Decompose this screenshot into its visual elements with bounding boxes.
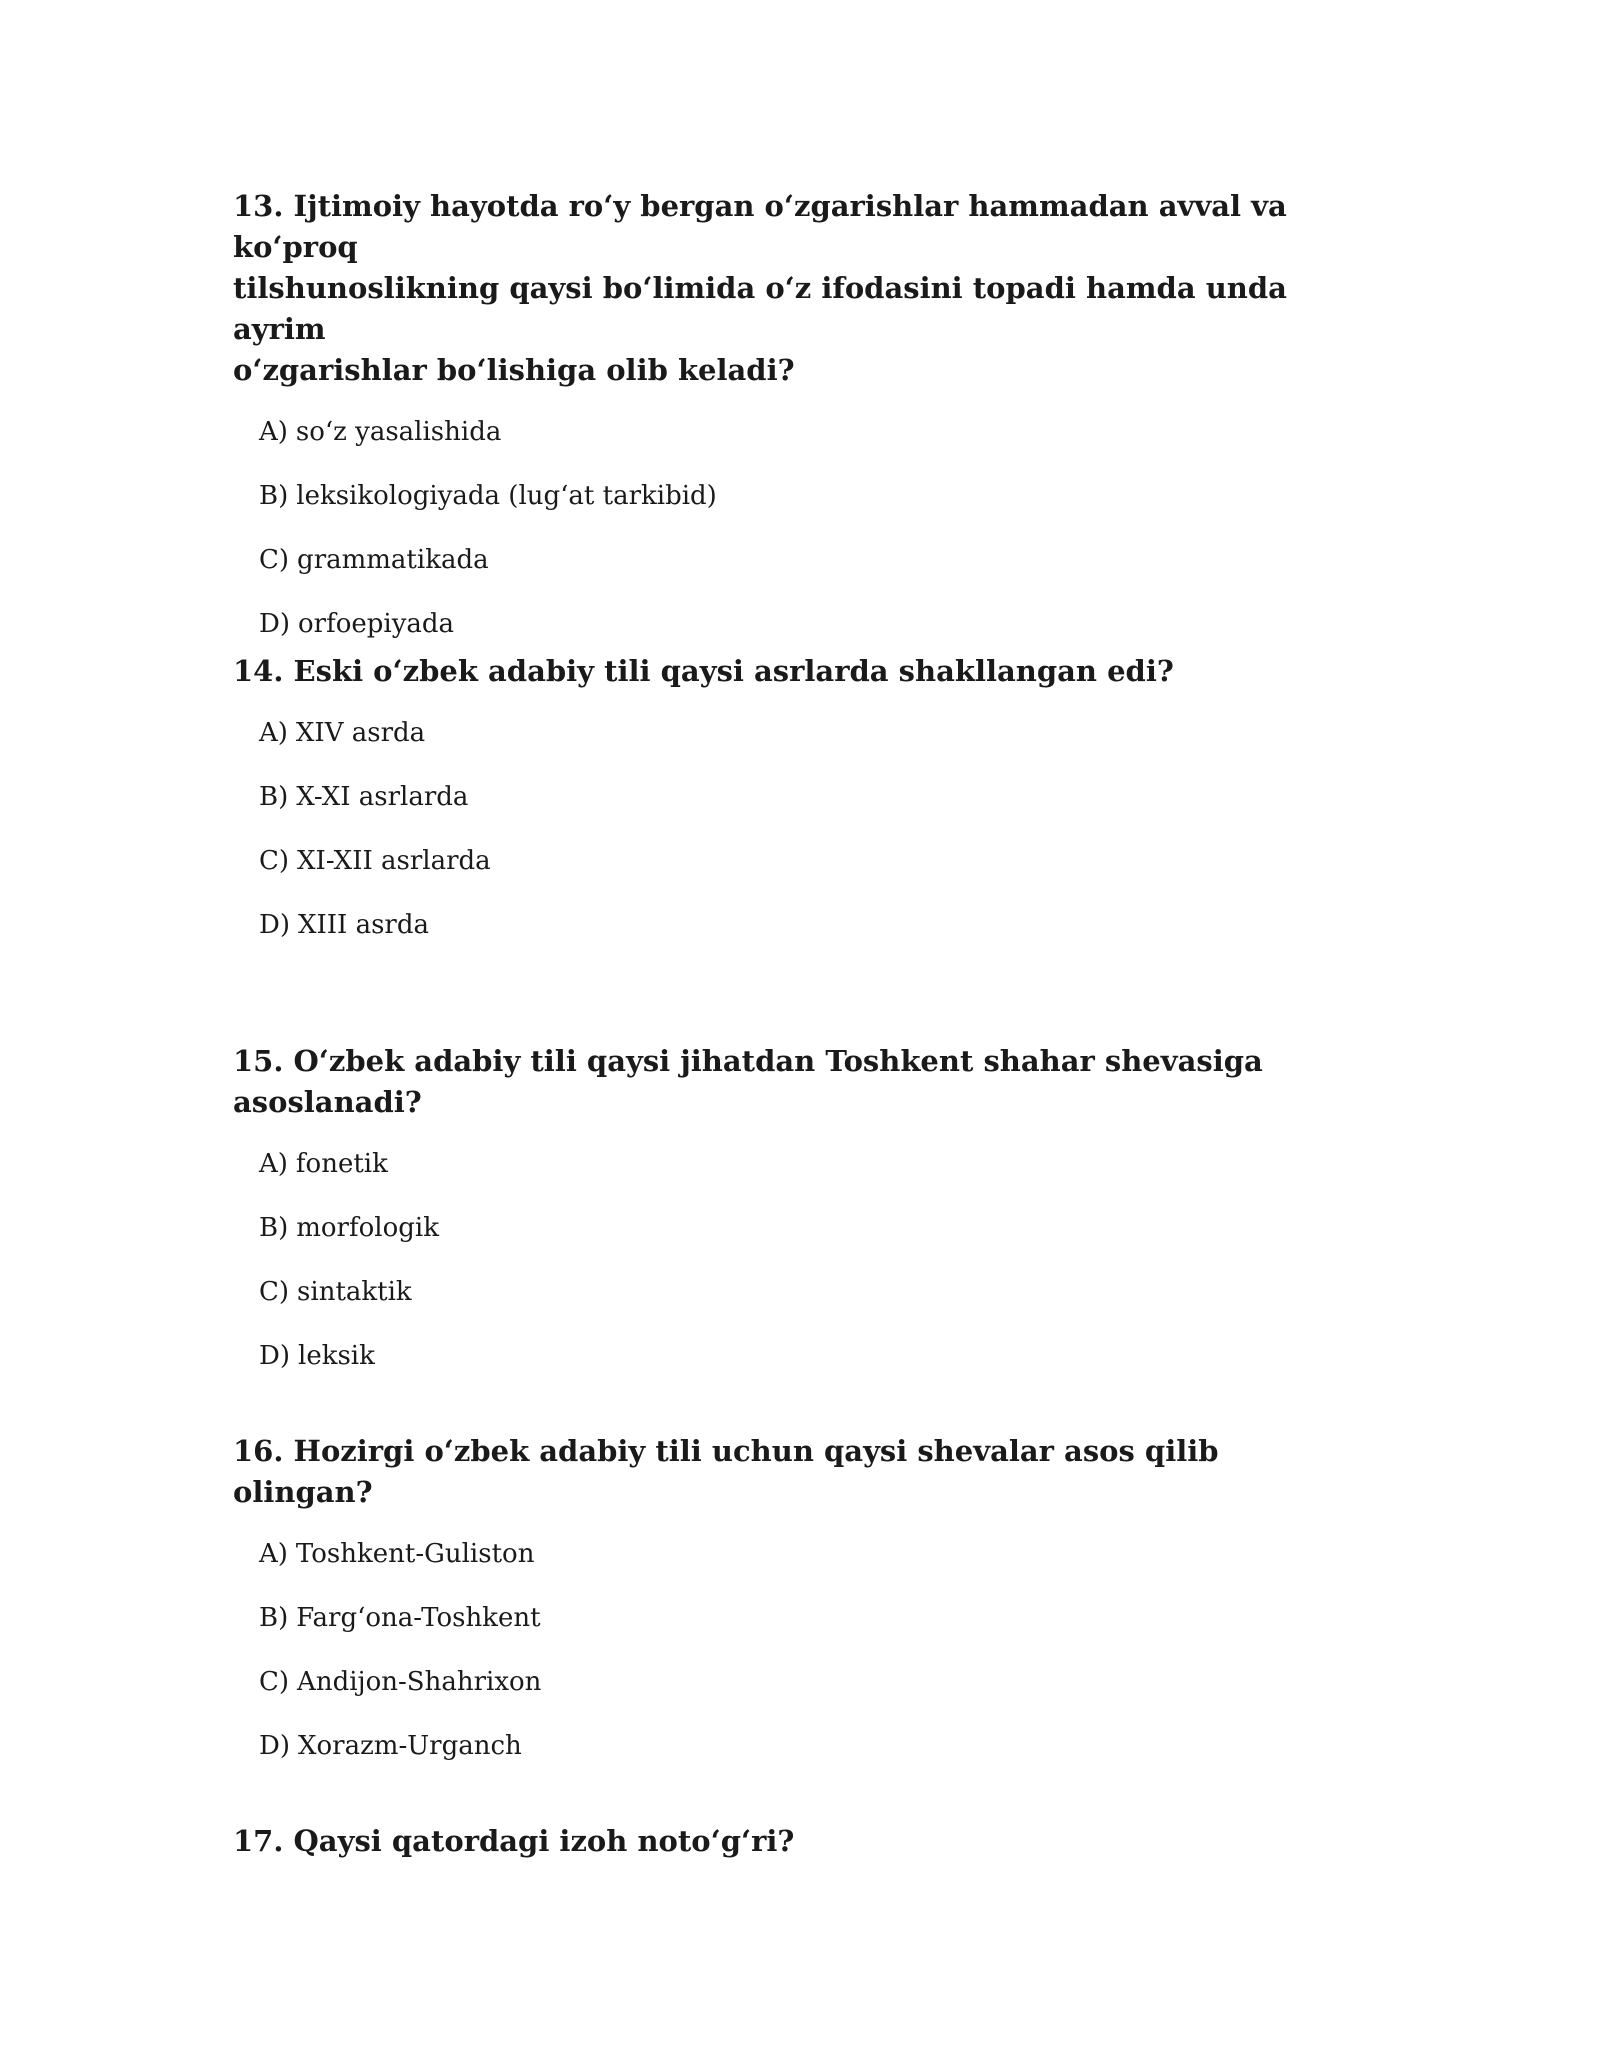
answer-options [233,716,1353,972]
option-letter: A) [259,718,288,748]
option-b [259,479,1353,543]
option-letter: B) [259,782,289,812]
option-letter: D) [259,910,290,940]
option-text: fonetik [295,1149,388,1179]
question-17-text [233,1821,1353,1862]
option-text: so‘z yasalishida [295,417,502,447]
option-text: XIV asrda [295,718,426,748]
option-a [259,1147,1353,1211]
question-15 [233,1041,1353,1403]
option-text: grammatikada [297,545,489,575]
question-15-text [233,1041,1353,1123]
option-text: leksikologiyada (lug‘at tarkibid) [296,481,717,511]
question-line: 16. Hozirgi o‘zbek adabiy tili uchun qaysi shevalar asos qilib olingan? [233,1434,1219,1509]
question-17 [233,1821,1353,1862]
question-line: 13. Ijtimoiy hayotda ro‘y bergan o‘zgarishlar hammadan avval va ko‘proq [233,189,1287,264]
option-text: leksik [298,1341,375,1371]
question-16 [233,1431,1353,1793]
option-letter: A) [259,1539,288,1569]
question-line: 14. Eski o‘zbek adabiy tili qaysi asrlarda shakllangan edi? [233,654,1174,688]
option-d [259,1339,1353,1403]
question-14-text [233,651,1353,692]
option-b [259,1601,1353,1665]
option-text: morfologik [296,1213,439,1243]
option-a [259,1537,1353,1601]
option-text: XIII asrda [298,910,430,940]
question-line: tilshunoslikning qaysi bo‘limida o‘z ifodasini topadi hamda unda ayrim [233,271,1287,346]
option-c [259,844,1353,908]
question-line: 17. Qaysi qatordagi izoh noto‘g‘ri? [233,1824,795,1858]
option-d [259,908,1353,972]
option-text: Toshkent-Guliston [295,1539,535,1569]
answer-options [233,1537,1353,1793]
option-letter: B) [259,1603,289,1633]
option-letter: C) [259,1277,290,1307]
option-letter: B) [259,1213,289,1243]
option-c [259,543,1353,607]
answer-options [233,415,1353,671]
option-letter: B) [259,481,289,511]
option-letter: D) [259,609,290,639]
option-b [259,1211,1353,1275]
option-b [259,780,1353,844]
option-letter: A) [259,1149,288,1179]
option-letter: D) [259,1341,290,1371]
answer-options [233,1147,1353,1403]
question-line: o‘zgarishlar bo‘lishiga olib keladi? [233,353,795,387]
option-c [259,1275,1353,1339]
option-d [259,1729,1353,1793]
option-text: Andijon-Shahrixon [297,1667,542,1697]
option-text: orfoepiyada [298,609,455,639]
question-line: 15. O‘zbek adabiy tili qaysi jihatdan Toshkent shahar shevasiga asoslanadi? [233,1044,1263,1119]
question-16-text [233,1431,1353,1513]
question-13-text [233,186,1353,391]
option-text: Farg‘ona-Toshkent [296,1603,541,1633]
option-letter: C) [259,846,290,876]
option-text: sintaktik [297,1277,412,1307]
question-14 [233,651,1353,972]
option-letter: D) [259,1731,290,1761]
option-a [259,415,1353,479]
option-c [259,1665,1353,1729]
option-letter: A) [259,417,288,447]
option-a [259,716,1353,780]
option-text: XI-XII asrlarda [297,846,491,876]
option-text: X-XI asrlarda [296,782,469,812]
option-text: Xorazm-Urganch [298,1731,522,1761]
option-letter: C) [259,545,290,575]
option-letter: C) [259,1667,290,1697]
question-13 [233,186,1353,671]
